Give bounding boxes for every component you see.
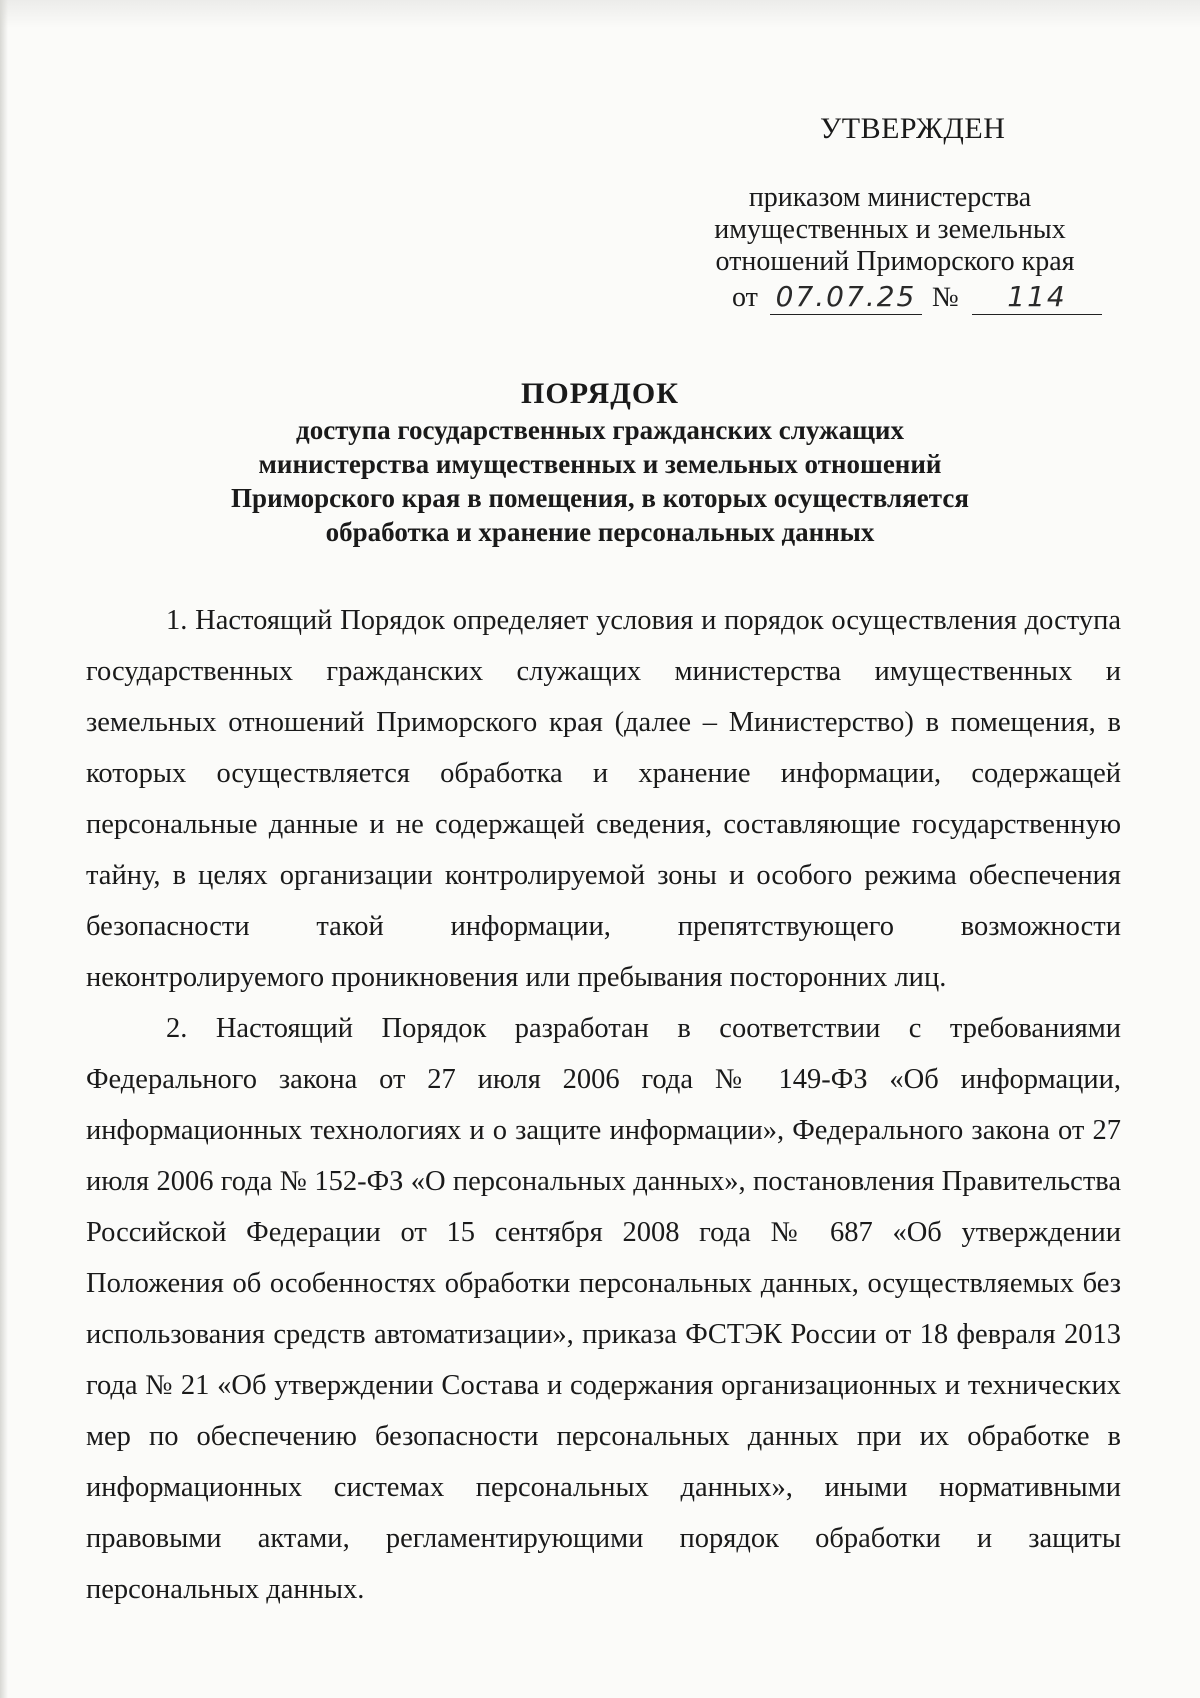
approval-line-1: приказом министерства — [748, 182, 1032, 213]
title-sub-line-3: Приморского края в помещения, в которых осуществляется — [231, 483, 969, 513]
scan-edge-left — [0, 0, 8, 1698]
title-sub-line-4: обработка и хранение персональных данных — [325, 517, 875, 547]
paragraph-1: 1. Настоящий Порядок определяет условия и порядок осуществления доступа государственных гражданских служащих министерства имущественных и земельных отношений Приморского края (далее – Министерство) в помещения, в которых осуществляется обработка и хранение информации, содержащей персональные данные и не содержащей сведения, составляющие государственную тайну, в целях организации контролируемой зоны и особого режима обеспечения безопасности такой информации, препятствующего возможности неконтролируемого проникновения или пребывания посторонних лиц. — [86, 605, 1121, 993]
document-title — [150, 375, 1050, 549]
handwritten-date: 07.07.25 — [770, 280, 922, 315]
title-main: ПОРЯДОК — [521, 377, 679, 410]
approval-line-2: имущественных и земельных — [714, 214, 1066, 245]
scan-edge-top — [0, 0, 1200, 28]
paragraph-2: 2. Настоящий Порядок разработан в соответствии с требованиями Федерального закона от 27 июля 2006 года № 149-ФЗ «Об информации, информационных технологиях и о защите информации», Федерального закона от 27 июля 2006 года № 152-ФЗ «О персональных данных», постановления Правительства Российской Федерации от 15 сентября 2008 года № 687 «Об утверждении Положения об особенностях обработки персональных данных, осуществляемых без использования средств автоматизации», приказа ФСТЭК России от 18 февраля 2013 года № 21 «Об утверждении Состава и содержания организационных и технических мер по обеспечению безопасности персональных данных при их обработке в информационных системах персональных данных», иными нормативными правовыми актами, регламентирующими порядок обработки и защиты персональных данных. — [86, 1013, 1121, 1605]
date-prefix: от — [732, 282, 758, 313]
approval-date-row — [732, 280, 1102, 320]
approval-line-3: отношений Приморского края — [715, 246, 1075, 277]
approval-label: УТВЕРЖДЕН — [820, 112, 1006, 145]
handwritten-order-number: 114 — [972, 280, 1102, 315]
title-sub-line-2: министерства имущественных и земельных отношений — [258, 449, 942, 479]
title-sub-line-1: доступа государственных гражданских служащих — [296, 415, 904, 445]
document-body — [86, 595, 1121, 1615]
number-sign: № — [932, 282, 959, 313]
